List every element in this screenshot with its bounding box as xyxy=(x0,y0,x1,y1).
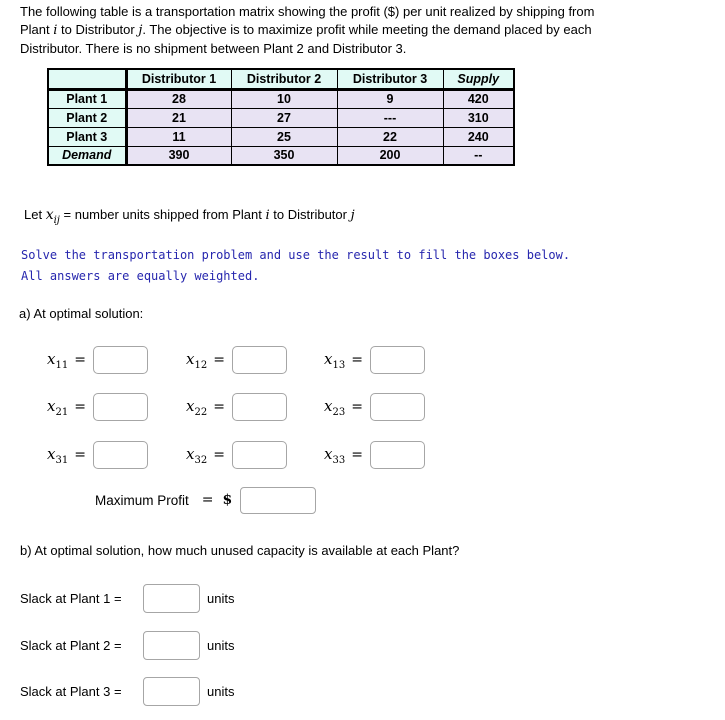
table-header-distributor-2: Distributor 2 xyxy=(231,69,337,89)
transportation-matrix-table xyxy=(47,68,515,166)
cell-p1-supply: 420 xyxy=(443,89,514,108)
dollar-sign: $ xyxy=(222,492,233,508)
units-label: units xyxy=(207,637,235,653)
instruction-line-1: Solve the transportation problem and use the result to fill the boxes below. xyxy=(21,248,571,262)
answer-group-x23 xyxy=(324,392,425,422)
cell-p2-d2: 27 xyxy=(231,108,337,127)
answer-group-x33 xyxy=(324,440,425,470)
cell-demand-supply: -- xyxy=(443,146,514,165)
math-i: i xyxy=(53,23,58,38)
table-corner-cell xyxy=(48,69,126,89)
answer-input-x32[interactable] xyxy=(232,441,287,469)
instruction-line-2: All answers are equally weighted. xyxy=(21,269,260,283)
cell-demand-d1: 390 xyxy=(126,146,231,165)
math-i: i xyxy=(265,208,270,223)
answer-group-x12 xyxy=(186,345,287,375)
answer-input-x23[interactable] xyxy=(370,393,425,421)
answer-input-x33[interactable] xyxy=(370,441,425,469)
table-header-supply: Supply xyxy=(443,69,514,89)
answer-input-x31[interactable] xyxy=(93,441,148,469)
part-a-heading: a) At optimal solution: xyxy=(19,306,144,321)
maximum-profit-label: Maximum Profit xyxy=(95,492,189,508)
answer-group-x21 xyxy=(47,392,148,422)
answer-group-x13 xyxy=(324,345,425,375)
answer-input-x21[interactable] xyxy=(93,393,148,421)
label-x33: $x_{33}$ xyxy=(324,444,346,466)
answer-input-x11[interactable] xyxy=(93,346,148,374)
answer-group-x22 xyxy=(186,392,287,422)
equals-sign: = xyxy=(74,447,86,463)
table-header-distributor-1: Distributor 1 xyxy=(126,69,231,89)
cell-p2-supply: 310 xyxy=(443,108,514,127)
row-label-demand: Demand xyxy=(48,146,126,165)
slack-label-plant-2: Slack at Plant 2 = xyxy=(20,637,122,653)
table-header-row xyxy=(48,69,514,89)
table-header-distributor-3: Distributor 3 xyxy=(337,69,443,89)
equals-sign: = xyxy=(351,399,363,415)
math-j: j xyxy=(350,208,355,223)
label-x13: $x_{13}$ xyxy=(324,349,346,371)
intro-paragraph xyxy=(20,3,723,58)
cell-p3-supply: 240 xyxy=(443,127,514,146)
answer-group-x32 xyxy=(186,440,287,470)
cell-p1-d2: 10 xyxy=(231,89,337,108)
answer-input-x12[interactable] xyxy=(232,346,287,374)
answer-input-x13[interactable] xyxy=(370,346,425,374)
maximum-profit-input[interactable] xyxy=(240,487,316,514)
cell-demand-d2: 350 xyxy=(231,146,337,165)
answer-group-x31 xyxy=(47,440,148,470)
slack-row-plant-1 xyxy=(20,583,234,613)
label-x31: $x_{31}$ xyxy=(47,444,69,466)
label-x23: $x_{23}$ xyxy=(324,396,346,418)
table-row-plant-2 xyxy=(48,108,514,127)
cell-p1-d1: 28 xyxy=(126,89,231,108)
slack-input-plant-1[interactable] xyxy=(143,584,200,613)
slack-label-plant-1: Slack at Plant 1 = xyxy=(20,590,122,606)
equals-sign: = xyxy=(213,447,225,463)
slack-row-plant-2 xyxy=(20,630,234,660)
equals-sign: = xyxy=(213,352,225,368)
table-row-plant-1 xyxy=(48,89,514,108)
answer-input-x22[interactable] xyxy=(232,393,287,421)
maximum-profit-row xyxy=(95,486,316,514)
equals-sign: = xyxy=(351,447,363,463)
part-b-heading: b) At optimal solution, how much unused capacity is available at each Plant? xyxy=(20,543,460,558)
intro-line-3: Distributor. There is no shipment between Plant 2 and Distributor 3. xyxy=(20,41,407,56)
cell-p1-d3: 9 xyxy=(337,89,443,108)
intro-line-2: Plant i to Distributor j. The objective is to maximize profit while meeting the demand placed by each xyxy=(20,22,592,38)
equals-sign: = xyxy=(74,399,86,415)
slack-label-plant-3: Slack at Plant 3 = xyxy=(20,683,122,699)
units-label: units xyxy=(207,683,235,699)
cell-p3-d1: 11 xyxy=(126,127,231,146)
label-x11: $x_{11}$ xyxy=(47,349,69,371)
row-label-plant-1: Plant 1 xyxy=(48,89,126,108)
slack-input-plant-2[interactable] xyxy=(143,631,200,660)
row-label-plant-2: Plant 2 xyxy=(48,108,126,127)
variable-definition: Let $x_{ij}$ = number units shipped from Plant i to Distributor j xyxy=(24,207,355,226)
instructions xyxy=(21,245,570,287)
cell-demand-d3: 200 xyxy=(337,146,443,165)
label-x21: $x_{21}$ xyxy=(47,396,69,418)
math-xij: $x_{ij}$ xyxy=(45,207,60,226)
slack-row-plant-3 xyxy=(20,676,234,706)
cell-p2-d3: --- xyxy=(337,108,443,127)
equals-sign: = xyxy=(201,492,214,508)
equals-sign: = xyxy=(213,399,225,415)
label-x22: $x_{22}$ xyxy=(186,396,208,418)
equals-sign: = xyxy=(351,352,363,368)
math-j: j xyxy=(138,23,143,38)
answer-group-x11 xyxy=(47,345,148,375)
intro-line-1: The following table is a transportation matrix showing the profit ($) per unit realized by shipping from xyxy=(20,4,595,19)
row-label-plant-3: Plant 3 xyxy=(48,127,126,146)
units-label: units xyxy=(207,590,235,606)
table-row-plant-3 xyxy=(48,127,514,146)
cell-p3-d2: 25 xyxy=(231,127,337,146)
label-x12: $x_{12}$ xyxy=(186,349,208,371)
cell-p3-d3: 22 xyxy=(337,127,443,146)
label-x32: $x_{32}$ xyxy=(186,444,208,466)
equals-sign: = xyxy=(74,352,86,368)
slack-input-plant-3[interactable] xyxy=(143,677,200,706)
table-row-demand xyxy=(48,146,514,165)
cell-p2-d1: 21 xyxy=(126,108,231,127)
